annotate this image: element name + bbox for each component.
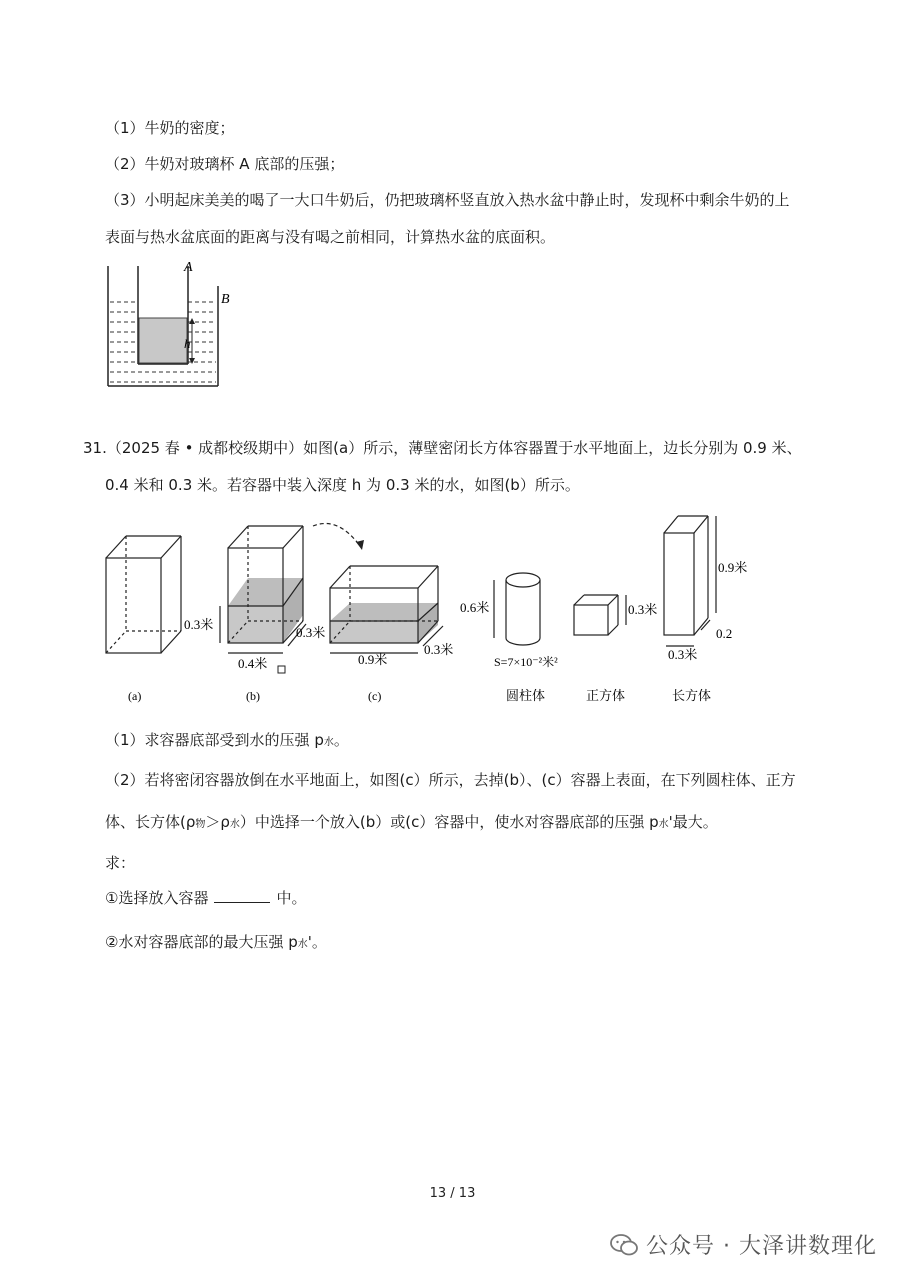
- q31-item2-a: ②水对容器底部的最大压强 p: [105, 933, 298, 951]
- q31-sub1-end: 。: [333, 731, 349, 749]
- q31-item2: [105, 932, 327, 955]
- q31-sub2-line2-sub1: 物: [195, 819, 206, 830]
- label-B: B: [221, 292, 230, 307]
- q31-sub2-line2-sub3: 水: [658, 819, 669, 830]
- q31-sub2-line2-b: ＞ρ: [205, 813, 230, 831]
- q31-sub1-subscript: 水: [323, 737, 334, 748]
- label-A: A: [184, 260, 193, 275]
- q31-sub2-line2-c: ）中选择一个放入(b）或(c）容器中，使水对容器底部的压强 p: [239, 813, 659, 831]
- prism-depth-label: 0.2: [716, 626, 733, 641]
- caption-c: (c): [368, 689, 382, 703]
- q31-ask: 求：: [105, 854, 136, 872]
- b-width-label: 0.4米: [238, 656, 268, 671]
- q31-item2-sub: 水: [297, 939, 308, 950]
- q31-item1: [105, 888, 306, 908]
- watermark: [610, 1229, 877, 1260]
- label-h: h: [184, 336, 191, 351]
- q31-stem-line2: 0.4 米和 0.3 米。若容器中装入深度 h 为 0.3 米的水，如图(b）所示。: [105, 476, 580, 494]
- b-depth-label: 0.3米: [296, 625, 326, 640]
- prism-name: 长方体: [672, 688, 712, 703]
- q31-sub2-line1: （2）若将密闭容器放倒在水平地面上，如图(c）所示，去掉(b）、(c）容器上表面，在下列圆柱体、正方: [105, 771, 796, 789]
- cyl-height-label: 0.6米: [460, 600, 490, 615]
- cyl-name: 圆柱体: [506, 688, 546, 703]
- prism-height-label: 0.9米: [718, 560, 748, 575]
- q30-sub2: （2）牛奶对玻璃杯 A 底部的压强；: [105, 155, 345, 173]
- q31-sub1-text: （1）求容器底部受到水的压强 p: [105, 731, 324, 749]
- wechat-icon: [610, 1234, 638, 1256]
- q31-sub2-line2-a: 体、长方体(ρ: [105, 813, 196, 831]
- watermark-text: 公众号 · 大泽讲数理化: [646, 1234, 877, 1259]
- b-height-label: 0.3米: [184, 617, 214, 632]
- caption-b: (b): [246, 689, 260, 703]
- q31-sub2-line2-d: '最大。: [668, 813, 718, 831]
- cube-name: 正方体: [586, 688, 626, 703]
- prism-width-label: 0.3米: [668, 647, 698, 662]
- q31-sub2-line2-sub2: 水: [229, 819, 240, 830]
- q30-sub3-line2: 表面与热水盆底面的距离与没有喝之前相同，计算热水盆的底面积。: [105, 228, 556, 246]
- q31-sub2-line2: [105, 812, 718, 835]
- page-number: 13 / 13: [429, 1186, 476, 1201]
- c-width-label: 0.9米: [358, 652, 388, 667]
- q31-sub1: [105, 730, 349, 753]
- q31-item1-a: ①选择放入容器: [105, 889, 209, 907]
- cyl-area-label: S=7×10⁻²米²: [494, 655, 558, 669]
- q31-item1-b: 中。: [276, 889, 307, 907]
- q30-sub3-line1: （3）小明起床美美的喝了一大口牛奶后，仍把玻璃杯竖直放入热水盆中静止时，发现杯中剩余牛奶的上: [105, 191, 790, 209]
- cube-side-label: 0.3米: [628, 602, 658, 617]
- q31-item2-b: '。: [307, 933, 327, 951]
- q30-figure: [100, 258, 250, 393]
- answer-blank[interactable]: [214, 888, 270, 903]
- caption-a: (a): [128, 689, 142, 703]
- q31-figure: [98, 508, 758, 708]
- c-depth-label: 0.3米: [424, 642, 454, 657]
- q30-sub1: （1）牛奶的密度；: [105, 119, 235, 137]
- q31-stem-line1: 31.（2025 春 • 成都校级期中）如图(a）所示，薄壁密闭长方体容器置于水平地面上，边长分别为 0.9 米、: [83, 439, 802, 457]
